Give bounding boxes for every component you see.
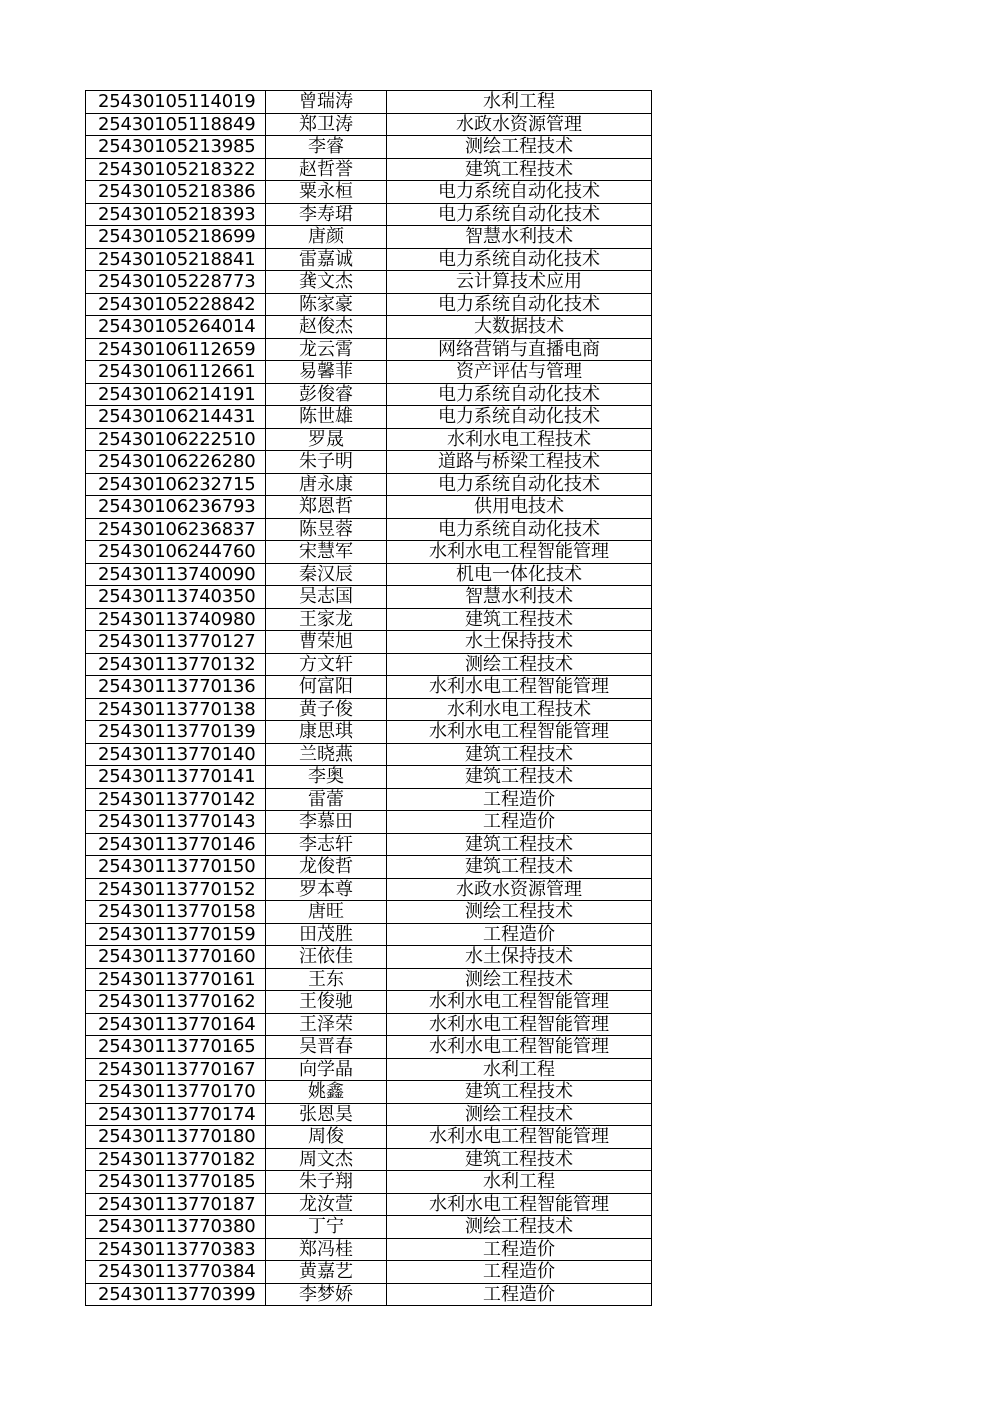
- table-row: [86, 788, 652, 811]
- table-row: [86, 766, 652, 789]
- student-name-cell: 王家龙: [266, 608, 387, 631]
- student-id-cell: 25430113770142: [86, 788, 266, 811]
- student-name-cell: 秦汉辰: [266, 563, 387, 586]
- table-row: [86, 811, 652, 834]
- student-name-cell: 田茂胜: [266, 923, 387, 946]
- major-cell: 水利水电工程技术: [387, 428, 652, 451]
- student-id-cell: 25430113770174: [86, 1103, 266, 1126]
- student-name-cell: 李寿珺: [266, 203, 387, 226]
- table-row: [86, 1283, 652, 1306]
- student-name-cell: 李睿: [266, 136, 387, 159]
- student-name-cell: 黄子俊: [266, 698, 387, 721]
- table-row: [86, 248, 652, 271]
- major-cell: 建筑工程技术: [387, 743, 652, 766]
- table-row: [86, 608, 652, 631]
- student-name-cell: 朱子翔: [266, 1171, 387, 1194]
- table-row: [86, 406, 652, 429]
- student-name-cell: 曹荣旭: [266, 631, 387, 654]
- major-cell: 测绘工程技术: [387, 1103, 652, 1126]
- student-name-cell: 宋慧军: [266, 541, 387, 564]
- student-name-cell: 周俊: [266, 1126, 387, 1149]
- student-id-cell: 25430113770143: [86, 811, 266, 834]
- major-cell: 电力系统自动化技术: [387, 181, 652, 204]
- major-cell: 水利水电工程智能管理: [387, 721, 652, 744]
- table-row: [86, 743, 652, 766]
- major-cell: 水利水电工程智能管理: [387, 676, 652, 699]
- major-cell: 水利工程: [387, 1058, 652, 1081]
- table-row: [86, 878, 652, 901]
- table-row: [86, 473, 652, 496]
- table-row: [86, 136, 652, 159]
- major-cell: 水利水电工程智能管理: [387, 1013, 652, 1036]
- student-id-cell: 25430113770141: [86, 766, 266, 789]
- student-id-cell: 25430113770138: [86, 698, 266, 721]
- table-row: [86, 1193, 652, 1216]
- student-name-cell: 王泽荣: [266, 1013, 387, 1036]
- student-name-cell: 康思琪: [266, 721, 387, 744]
- student-name-cell: 陈世雄: [266, 406, 387, 429]
- student-id-cell: 25430105218322: [86, 158, 266, 181]
- major-cell: 水政水资源管理: [387, 113, 652, 136]
- student-id-cell: 25430113770127: [86, 631, 266, 654]
- major-cell: 测绘工程技术: [387, 136, 652, 159]
- student-name-cell: 罗本尊: [266, 878, 387, 901]
- student-id-cell: 25430106112659: [86, 338, 266, 361]
- student-id-cell: 25430113770187: [86, 1193, 266, 1216]
- major-cell: 水政水资源管理: [387, 878, 652, 901]
- table-row: [86, 1036, 652, 1059]
- student-id-cell: 25430113770158: [86, 901, 266, 924]
- major-cell: 水土保持技术: [387, 946, 652, 969]
- student-id-cell: 25430106244760: [86, 541, 266, 564]
- major-cell: 工程造价: [387, 923, 652, 946]
- student-name-cell: 龚文杰: [266, 271, 387, 294]
- table-row: [86, 923, 652, 946]
- table-row: [86, 113, 652, 136]
- major-cell: 电力系统自动化技术: [387, 203, 652, 226]
- student-name-cell: 姚鑫: [266, 1081, 387, 1104]
- student-id-cell: 25430105114019: [86, 91, 266, 114]
- table-row: [86, 833, 652, 856]
- major-cell: 电力系统自动化技术: [387, 406, 652, 429]
- major-cell: 测绘工程技术: [387, 1216, 652, 1239]
- table-row: [86, 946, 652, 969]
- student-id-cell: 25430105218841: [86, 248, 266, 271]
- student-name-cell: 罗晟: [266, 428, 387, 451]
- table-row: [86, 563, 652, 586]
- roster-table: [85, 90, 652, 1306]
- student-id-cell: 25430113770132: [86, 653, 266, 676]
- major-cell: 电力系统自动化技术: [387, 293, 652, 316]
- major-cell: 智慧水利技术: [387, 226, 652, 249]
- student-name-cell: 唐旺: [266, 901, 387, 924]
- student-name-cell: 粟永桓: [266, 181, 387, 204]
- major-cell: 大数据技术: [387, 316, 652, 339]
- table-row: [86, 383, 652, 406]
- student-name-cell: 唐永康: [266, 473, 387, 496]
- student-id-cell: 25430113770150: [86, 856, 266, 879]
- student-id-cell: 25430106226280: [86, 451, 266, 474]
- major-cell: 水利水电工程智能管理: [387, 1036, 652, 1059]
- major-cell: 机电一体化技术: [387, 563, 652, 586]
- table-row: [86, 181, 652, 204]
- student-id-cell: 25430113770383: [86, 1238, 266, 1261]
- student-id-cell: 25430105218699: [86, 226, 266, 249]
- table-row: [86, 428, 652, 451]
- major-cell: 水利工程: [387, 1171, 652, 1194]
- student-name-cell: 李奥: [266, 766, 387, 789]
- major-cell: 水利水电工程技术: [387, 698, 652, 721]
- roster-table-body: [86, 91, 652, 1306]
- student-name-cell: 王俊驰: [266, 991, 387, 1014]
- major-cell: 电力系统自动化技术: [387, 473, 652, 496]
- student-name-cell: 方文轩: [266, 653, 387, 676]
- major-cell: 电力系统自动化技术: [387, 248, 652, 271]
- table-row: [86, 1216, 652, 1239]
- major-cell: 建筑工程技术: [387, 158, 652, 181]
- major-cell: 建筑工程技术: [387, 856, 652, 879]
- student-id-cell: 25430113770170: [86, 1081, 266, 1104]
- student-name-cell: 龙云霄: [266, 338, 387, 361]
- student-name-cell: 何富阳: [266, 676, 387, 699]
- major-cell: 水利水电工程智能管理: [387, 1193, 652, 1216]
- table-row: [86, 653, 652, 676]
- major-cell: 水利水电工程智能管理: [387, 1126, 652, 1149]
- student-id-cell: 25430113770164: [86, 1013, 266, 1036]
- table-row: [86, 158, 652, 181]
- table-row: [86, 1171, 652, 1194]
- student-id-cell: 25430113740090: [86, 563, 266, 586]
- student-id-cell: 25430113740980: [86, 608, 266, 631]
- student-id-cell: 25430106232715: [86, 473, 266, 496]
- table-row: [86, 698, 652, 721]
- table-row: [86, 541, 652, 564]
- table-row: [86, 518, 652, 541]
- student-id-cell: 25430113770185: [86, 1171, 266, 1194]
- table-row: [86, 271, 652, 294]
- student-id-cell: 25430105218386: [86, 181, 266, 204]
- student-name-cell: 兰晓燕: [266, 743, 387, 766]
- table-row: [86, 338, 652, 361]
- student-id-cell: 25430113740350: [86, 586, 266, 609]
- major-cell: 工程造价: [387, 1283, 652, 1306]
- table-row: [86, 721, 652, 744]
- student-name-cell: 赵俊杰: [266, 316, 387, 339]
- major-cell: 工程造价: [387, 1261, 652, 1284]
- student-id-cell: 25430105218393: [86, 203, 266, 226]
- student-id-cell: 25430113770162: [86, 991, 266, 1014]
- student-id-cell: 25430106236837: [86, 518, 266, 541]
- student-name-cell: 王东: [266, 968, 387, 991]
- student-name-cell: 汪依佳: [266, 946, 387, 969]
- major-cell: 建筑工程技术: [387, 766, 652, 789]
- major-cell: 工程造价: [387, 788, 652, 811]
- table-row: [86, 203, 652, 226]
- table-row: [86, 631, 652, 654]
- table-row: [86, 1013, 652, 1036]
- student-name-cell: 周文杰: [266, 1148, 387, 1171]
- student-name-cell: 李志轩: [266, 833, 387, 856]
- student-name-cell: 黄嘉艺: [266, 1261, 387, 1284]
- student-id-cell: 25430113770167: [86, 1058, 266, 1081]
- student-id-cell: 25430105228773: [86, 271, 266, 294]
- table-row: [86, 1148, 652, 1171]
- student-name-cell: 雷嘉诚: [266, 248, 387, 271]
- student-id-cell: 25430113770146: [86, 833, 266, 856]
- major-cell: 工程造价: [387, 811, 652, 834]
- major-cell: 电力系统自动化技术: [387, 518, 652, 541]
- table-row: [86, 1081, 652, 1104]
- student-name-cell: 张恩昊: [266, 1103, 387, 1126]
- student-id-cell: 25430113770152: [86, 878, 266, 901]
- student-id-cell: 25430106222510: [86, 428, 266, 451]
- table-row: [86, 586, 652, 609]
- student-id-cell: 25430113770182: [86, 1148, 266, 1171]
- student-id-cell: 25430106214191: [86, 383, 266, 406]
- major-cell: 道路与桥梁工程技术: [387, 451, 652, 474]
- student-id-cell: 25430113770140: [86, 743, 266, 766]
- table-row: [86, 676, 652, 699]
- student-id-cell: 25430113770165: [86, 1036, 266, 1059]
- table-row: [86, 1261, 652, 1284]
- roster-sheet: [85, 90, 652, 1306]
- major-cell: 测绘工程技术: [387, 653, 652, 676]
- major-cell: 水土保持技术: [387, 631, 652, 654]
- major-cell: 水利工程: [387, 91, 652, 114]
- student-name-cell: 龙汝萱: [266, 1193, 387, 1216]
- student-name-cell: 易馨菲: [266, 361, 387, 384]
- table-row: [86, 361, 652, 384]
- student-id-cell: 25430105118849: [86, 113, 266, 136]
- student-name-cell: 郑卫涛: [266, 113, 387, 136]
- student-id-cell: 25430113770180: [86, 1126, 266, 1149]
- student-name-cell: 李慕田: [266, 811, 387, 834]
- table-row: [86, 496, 652, 519]
- student-name-cell: 彭俊睿: [266, 383, 387, 406]
- table-row: [86, 1103, 652, 1126]
- major-cell: 测绘工程技术: [387, 968, 652, 991]
- table-row: [86, 856, 652, 879]
- major-cell: 建筑工程技术: [387, 608, 652, 631]
- student-id-cell: 25430106236793: [86, 496, 266, 519]
- student-id-cell: 25430105264014: [86, 316, 266, 339]
- major-cell: 建筑工程技术: [387, 1148, 652, 1171]
- student-name-cell: 丁宁: [266, 1216, 387, 1239]
- student-id-cell: 25430106214431: [86, 406, 266, 429]
- major-cell: 供用电技术: [387, 496, 652, 519]
- table-row: [86, 316, 652, 339]
- major-cell: 水利水电工程智能管理: [387, 991, 652, 1014]
- student-name-cell: 曾瑞涛: [266, 91, 387, 114]
- major-cell: 资产评估与管理: [387, 361, 652, 384]
- major-cell: 网络营销与直播电商: [387, 338, 652, 361]
- table-row: [86, 968, 652, 991]
- table-row: [86, 1238, 652, 1261]
- major-cell: 智慧水利技术: [387, 586, 652, 609]
- table-row: [86, 901, 652, 924]
- table-row: [86, 293, 652, 316]
- student-name-cell: 陈家豪: [266, 293, 387, 316]
- student-id-cell: 25430113770399: [86, 1283, 266, 1306]
- table-row: [86, 1058, 652, 1081]
- student-id-cell: 25430113770139: [86, 721, 266, 744]
- student-name-cell: 李梦娇: [266, 1283, 387, 1306]
- table-row: [86, 1126, 652, 1149]
- student-id-cell: 25430106112661: [86, 361, 266, 384]
- major-cell: 工程造价: [387, 1238, 652, 1261]
- major-cell: 水利水电工程智能管理: [387, 541, 652, 564]
- student-name-cell: 向学晶: [266, 1058, 387, 1081]
- student-name-cell: 朱子明: [266, 451, 387, 474]
- major-cell: 电力系统自动化技术: [387, 383, 652, 406]
- table-row: [86, 91, 652, 114]
- student-id-cell: 25430113770160: [86, 946, 266, 969]
- student-name-cell: 郑恩哲: [266, 496, 387, 519]
- major-cell: 云计算技术应用: [387, 271, 652, 294]
- student-id-cell: 25430113770159: [86, 923, 266, 946]
- student-name-cell: 吴志国: [266, 586, 387, 609]
- student-name-cell: 郑冯桂: [266, 1238, 387, 1261]
- table-row: [86, 226, 652, 249]
- table-row: [86, 991, 652, 1014]
- student-name-cell: 吴晋春: [266, 1036, 387, 1059]
- student-name-cell: 龙俊哲: [266, 856, 387, 879]
- student-name-cell: 雷蕾: [266, 788, 387, 811]
- student-name-cell: 陈昱蓉: [266, 518, 387, 541]
- major-cell: 建筑工程技术: [387, 833, 652, 856]
- major-cell: 建筑工程技术: [387, 1081, 652, 1104]
- student-id-cell: 25430113770136: [86, 676, 266, 699]
- major-cell: 测绘工程技术: [387, 901, 652, 924]
- student-name-cell: 唐颜: [266, 226, 387, 249]
- student-id-cell: 25430113770384: [86, 1261, 266, 1284]
- table-row: [86, 451, 652, 474]
- student-name-cell: 赵哲誉: [266, 158, 387, 181]
- student-id-cell: 25430105228842: [86, 293, 266, 316]
- student-id-cell: 25430105213985: [86, 136, 266, 159]
- student-id-cell: 25430113770161: [86, 968, 266, 991]
- student-id-cell: 25430113770380: [86, 1216, 266, 1239]
